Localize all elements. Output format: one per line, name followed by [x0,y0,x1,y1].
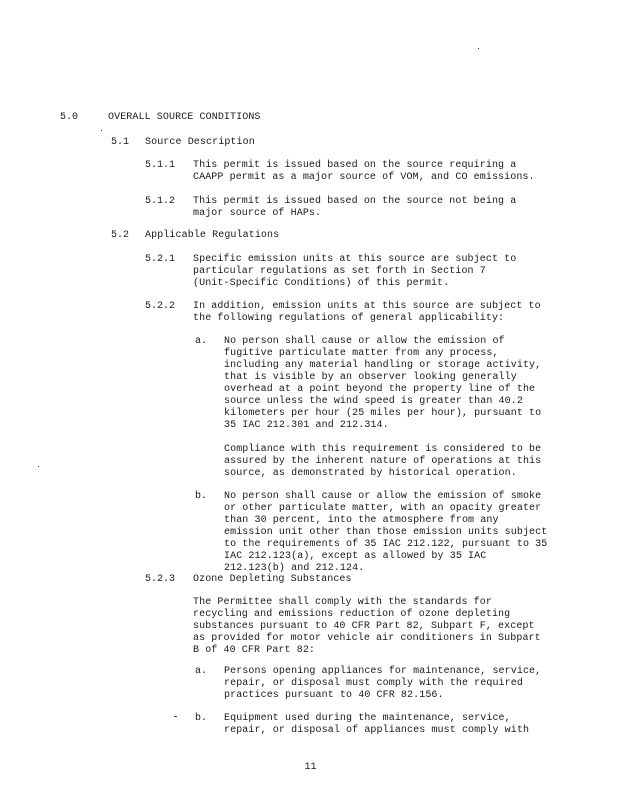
section-number: 5.0 [60,112,79,123]
list-label: b. [195,713,208,724]
scan-speck [174,716,177,717]
paragraph-line: that is visible by an observer looking generally [224,372,517,383]
scan-speck [101,130,102,131]
item-heading: Ozone Depleting Substances [193,574,352,585]
section-heading: OVERALL SOURCE CONDITIONS [108,112,261,123]
paragraph-line: particular regulations as set forth in Section 7 [193,266,486,277]
list-label: a. [195,666,208,677]
paragraph-line: than 30 percent, into the atmosphere from any [224,515,499,526]
paragraph-line: This permit is issued based on the source requiring a [193,160,517,171]
section-number: 5.2 [111,230,130,241]
item-number: 5.2.2 [145,301,176,312]
paragraph-line: Compliance with this requirement is considered to be [224,444,542,455]
paragraph-line: as provided for motor vehicle air conditioners in Subpart [193,633,541,644]
paragraph-line: B of 40 CFR Part 82: [193,645,316,656]
scan-speck [38,466,39,467]
paragraph-line: 212.123(b) and 212.124. [224,563,365,574]
paragraph-line: 35 IAC 212.301 and 212.314. [224,420,389,431]
paragraph-line: CAAPP permit as a major source of VOM, and CO emissions. [193,172,535,183]
paragraph-line: overhead at a point beyond the property line of the [224,384,536,395]
paragraph-line: the following regulations of general applicability: [193,313,505,324]
item-number: 5.1.1 [145,160,176,171]
section-heading: Source Description [145,137,255,148]
paragraph-line: source, as demonstrated by historical operation. [224,468,517,479]
paragraph-line: substances pursuant to 40 CFR Part 82, Subpart F, except [193,621,535,632]
scan-speck [478,48,479,49]
paragraph-line: No person shall cause or allow the emission of [224,336,505,347]
paragraph-line: (Unit-Specific Conditions) of this permit. [193,278,450,289]
paragraph-line: repair, or disposal must comply with the required [224,678,523,689]
list-label: a. [195,336,208,347]
page-number: 11 [304,762,317,773]
paragraph-line: This permit is issued based on the source not being a [193,196,517,207]
paragraph-line: practices pursuant to 40 CFR 82.156. [224,690,444,701]
item-number: 5.2.3 [145,574,176,585]
paragraph-line: assured by the inherent nature of operations at this [224,456,542,467]
paragraph-line: Persons opening appliances for maintenance, service, [224,666,542,677]
item-number: 5.2.1 [145,254,176,265]
paragraph-line: emission unit other than those emission units subject [224,527,548,538]
section-number: 5.1 [111,137,130,148]
list-label: b. [195,491,208,502]
paragraph-line: fugitive particulate matter from any process, [224,348,499,359]
paragraph-line: including any material handling or storage activity, [224,360,542,371]
paragraph-line: Equipment used during the maintenance, service, [224,713,511,724]
paragraph-line: to the requirements of 35 IAC 212.122, pursuant to 35 [224,539,548,550]
item-number: 5.1.2 [145,196,176,207]
paragraph-line: Specific emission units at this source are subject to [193,254,517,265]
paragraph-line: source unless the wind speed is greater than 40.2 [224,396,523,407]
paragraph-line: kilometers per hour (25 miles per hour), pursuant to [224,408,542,419]
paragraph-line: recycling and emissions reduction of ozone depleting [193,609,511,620]
paragraph-line: repair, or disposal of appliances must comply with [224,725,530,736]
paragraph-line: In addition, emission units at this source are subject to [193,301,541,312]
section-heading: Applicable Regulations [145,230,280,241]
paragraph-line: or other particulate matter, with an opacity greater [224,503,542,514]
paragraph-line: major source of HAPs. [193,208,322,219]
paragraph-line: IAC 212.123(a), except as allowed by 35 IAC [224,551,487,562]
paragraph-line: The Permittee shall comply with the standards for [193,597,492,608]
paragraph-line: No person shall cause or allow the emission of smoke [224,491,542,502]
